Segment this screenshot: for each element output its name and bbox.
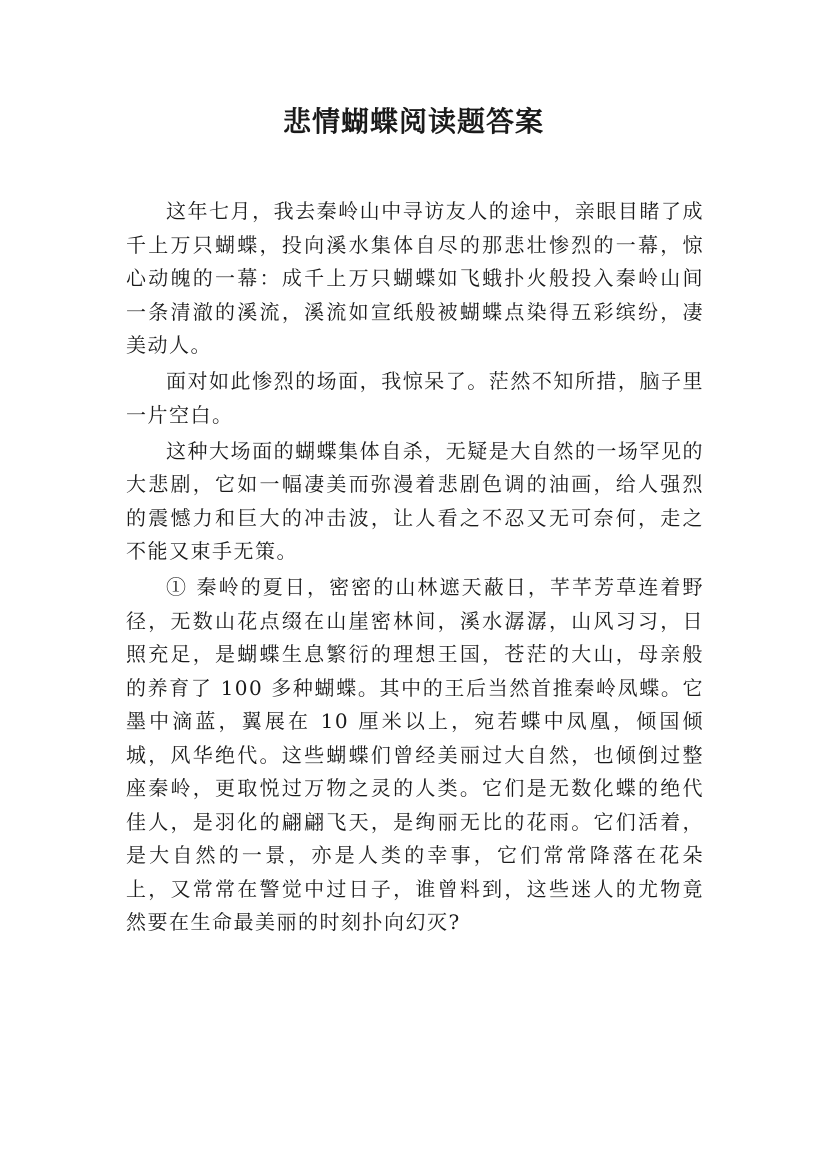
paragraph-4: ① 秦岭的夏日，密密的山林遮天蔽日，芊芊芳草连着野径，无数山花点缀在山崖密林间，溪水潺潺，山风习习，日照充足，是蝴蝶生息繁衍的理想王国，苍茫的大山，母亲般的养育了 100 多种蝴蝶。其中的王后当然首推秦岭凤蝶。它墨中滴蓝，翼展在 10 厘米以上，宛若蝶中凤凰，倾国倾城，风华绝代。这些蝴蝶们曾经美丽过大自然，也倾倒过整座秦岭，更取悦过万物之灵的人类。它们是无数化蝶的绝代佳人，是羽化的翩翩飞天，是绚丽无比的花雨。它们活着，是大自然的一景，亦是人类的幸事，它们常常降落在花朵上，又常常在警觉中过日子，谁曾料到，这些迷人的尤物竟然要在生命最美丽的时刻扑向幻灭? — [126, 575, 704, 934]
paragraph-2: 面对如此惨烈的场面，我惊呆了。茫然不知所措，脑子里一片空白。 — [126, 369, 704, 427]
paragraph-1: 这年七月，我去秦岭山中寻访友人的途中，亲眼目睹了成千上万只蝴蝶，投向溪水集体自尽的那悲壮惨烈的一幕，惊心动魄的一幕：成千上万只蝴蝶如飞蛾扑火般投入秦岭山间一条清澈的溪流，溪流如宣纸般被蝴蝶点染得五彩缤纷，凄美动人。 — [126, 199, 704, 357]
paragraph-3: 这种大场面的蝴蝶集体自杀，无疑是大自然的一场罕见的大悲剧，它如一幅凄美而弥漫着悲剧色调的油画，给人强烈的震憾力和巨大的冲击波，让人看之不忍又无可奈何，走之不能又束手无策。 — [126, 438, 704, 563]
document-title: 悲情蝴蝶阅读题答案 — [282, 105, 544, 138]
document-body — [126, 195, 704, 942]
